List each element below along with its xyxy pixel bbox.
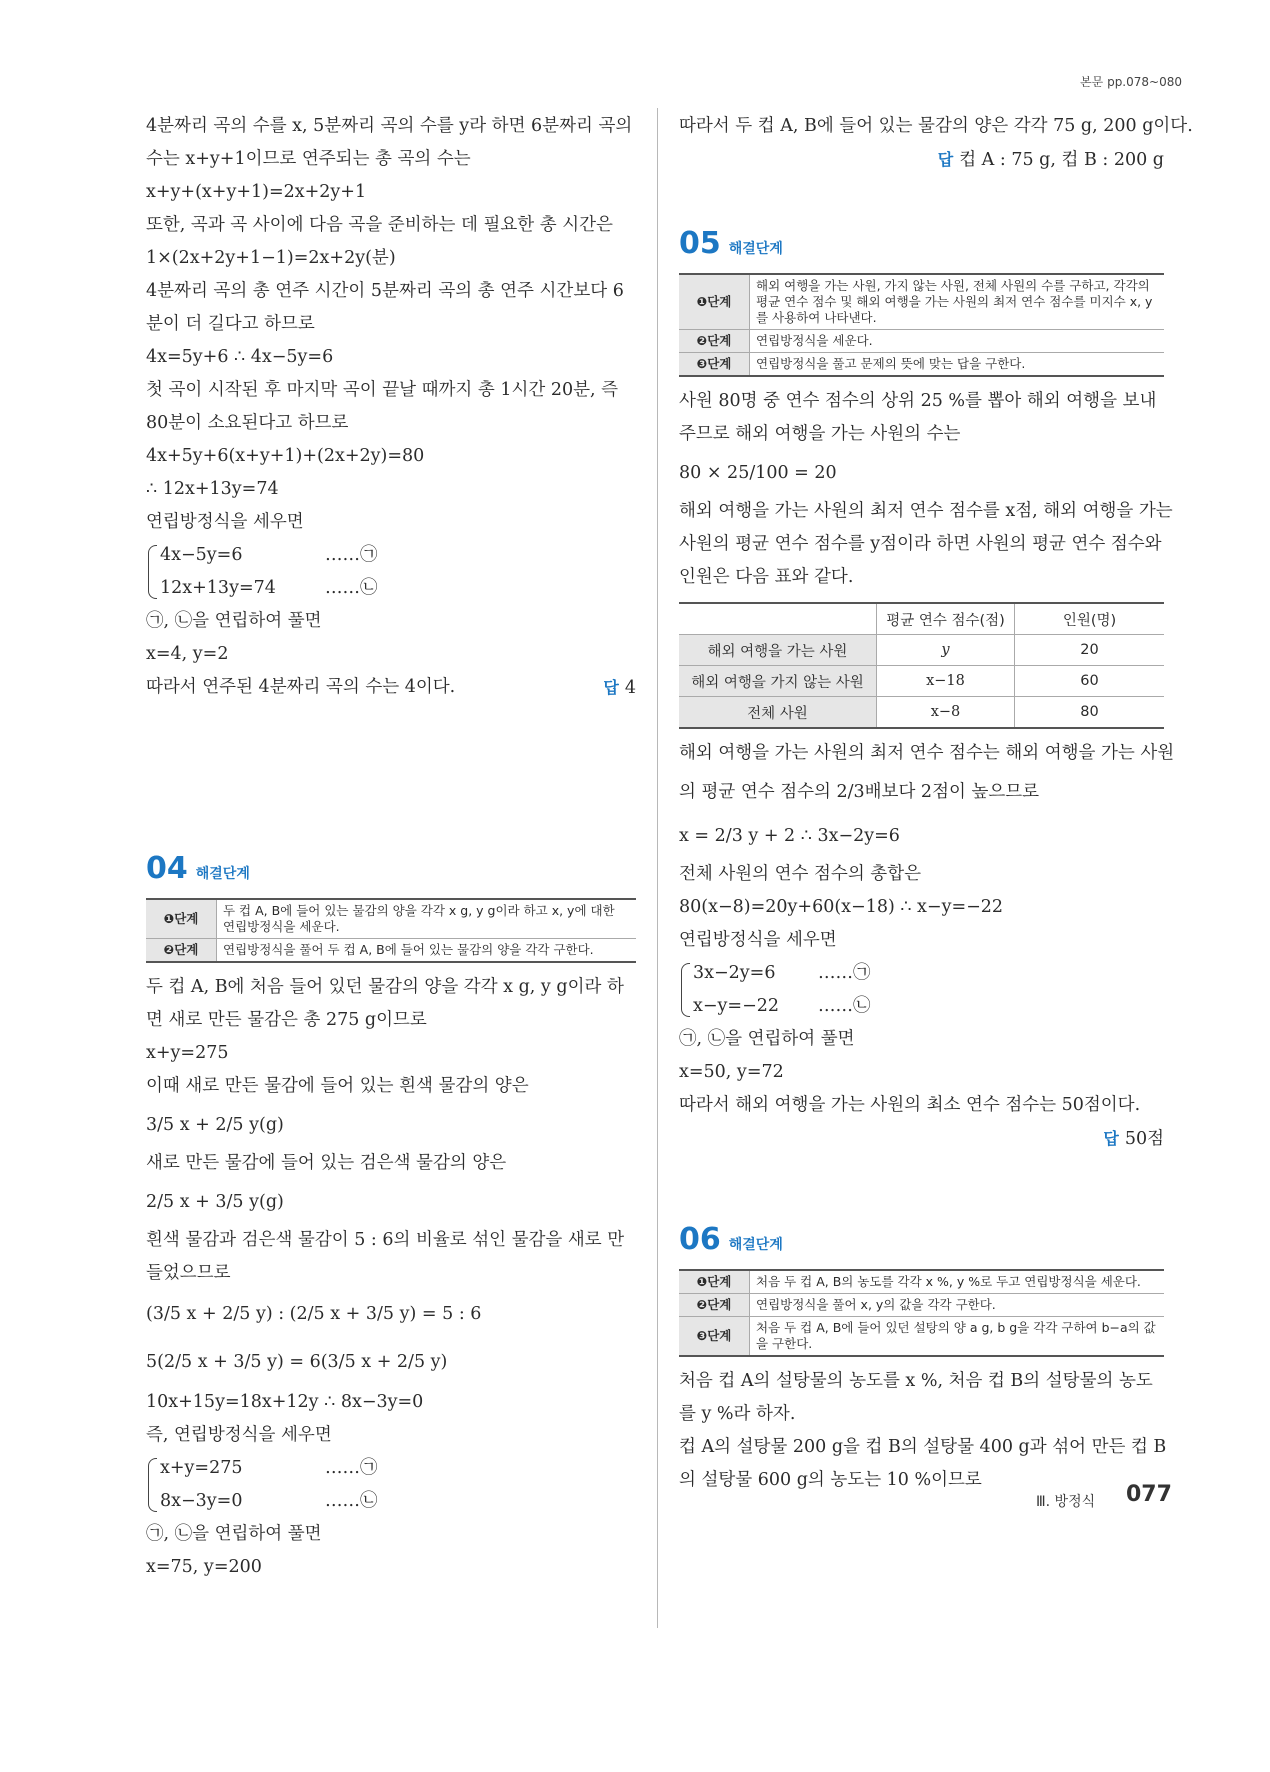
text-line: 4분짜리 곡의 수를 x, 5분짜리 곡의 수를 y라 하면 6분짜리 곡의: [146, 116, 633, 136]
table-cell: 전체 사원: [679, 697, 877, 729]
multiplied-equation: 5(2/5 x + 3/5 y) = 6(3/5 x + 2/5 y): [146, 1352, 448, 1372]
step-row: [679, 353, 1164, 377]
text-line: 사원의 평균 연수 점수를 y점이라 하면 사원의 평균 연수 점수와: [679, 534, 1162, 554]
step-text: 연립방정식을 세운다.: [750, 330, 1165, 353]
text-line: 들었으므로: [146, 1263, 231, 1283]
table-cell: 해외 여행을 가는 사원: [679, 635, 877, 666]
system-equation: 3x−2y=6: [693, 963, 776, 983]
page-number: 077: [1126, 1482, 1172, 1507]
section-number: 05: [679, 226, 721, 261]
table-header-cell: [679, 603, 877, 635]
equation-tag: ……㉡: [325, 1491, 378, 1511]
step-label: ❸단계: [679, 1317, 750, 1357]
answer-value: 컵 A : 75 g, 컵 B : 200 g: [959, 150, 1164, 170]
conclusion-text: 따라서 해외 여행을 가는 사원의 최소 연수 점수는 50점이다.: [679, 1095, 1141, 1115]
text-line: 즉, 연립방정식을 세우면: [146, 1425, 332, 1445]
conclusion-text: 따라서 연주된 4분짜리 곡의 수는 4이다.: [146, 677, 456, 697]
table-cell: x−8: [877, 697, 1015, 729]
text-line: 이때 새로 만든 물감에 들어 있는 흰색 물감의 양은: [146, 1076, 529, 1096]
system-equation: x+y=275: [160, 1458, 243, 1478]
step-row: [146, 939, 636, 963]
ratio-equation: (3/5 x + 2/5 y) : (2/5 x + 3/5 y) = 5 : 6: [146, 1304, 482, 1324]
system-equation: 8x−3y=0: [160, 1491, 243, 1511]
table-row: [679, 666, 1164, 697]
text-line: ㉠, ㉡을 연립하여 풀면: [679, 1029, 855, 1049]
step-label: ❶단계: [679, 1270, 750, 1294]
table-cell: 해외 여행을 가지 않는 사원: [679, 666, 877, 697]
equation-line: 4x+5y+6(x+y+1)+(2x+2y)=80: [146, 446, 425, 466]
table-cell: y: [877, 635, 1015, 666]
solution-steps-table: [146, 898, 636, 963]
table-row: [679, 697, 1164, 729]
equation-line: 4x=5y+6 ∴ 4x−5y=6: [146, 347, 334, 367]
text-line: 면 새로 만든 물감은 총 275 g이므로: [146, 1010, 427, 1030]
answer-line: [679, 1122, 1164, 1155]
score-table: [679, 602, 1164, 729]
step-row: [146, 899, 636, 939]
answer-label: 답: [603, 678, 619, 697]
text-line: 사원 80명 중 연수 점수의 상위 25 %를 뽑아 해외 여행을 보내: [679, 391, 1157, 411]
section-number: 04: [146, 851, 188, 886]
text-line: 처음 컵 A의 설탕물의 농도를 x %, 처음 컵 B의 설탕물의 농도: [679, 1371, 1153, 1391]
text-line: ㉠, ㉡을 연립하여 풀면: [146, 611, 322, 631]
text-line: 의 평균 연수 점수의 2/3배보다 2점이 높으므로: [679, 782, 1040, 802]
equation-tag: ……㉡: [325, 578, 378, 598]
step-text: 연립방정식을 풀고 문제의 뜻에 맞는 답을 구한다.: [756, 356, 1026, 371]
step-text: 처음 두 컵 A, B에 들어 있던 설탕의 양 a g, b g을 각각 구하여 b−a의 값을 구한다.: [756, 1320, 1156, 1351]
equation-line: x=4, y=2: [146, 644, 229, 664]
text-line: 의 설탕물 600 g의 농도는 10 %이므로: [679, 1470, 982, 1490]
text-line: 컵 A의 설탕물 200 g을 컵 B의 설탕물 400 g과 섞어 만든 컵 B: [679, 1437, 1167, 1457]
step-row: [679, 1317, 1164, 1357]
equation-line: x = 2/3 y + 2 ∴ 3x−2y=6: [679, 826, 900, 846]
step-text: 처음 두 컵 A, B의 농도를 각각 x %, y %로 두고 연립방정식을 세운다.: [750, 1270, 1165, 1294]
text-line: 인원은 다음 표와 같다.: [679, 567, 854, 587]
step-label: ❷단계: [679, 330, 750, 353]
text-line: 흰색 물감과 검은색 물감이 5 : 6의 비율로 섞인 물감을 새로 만: [146, 1230, 625, 1250]
equation-line: x=75, y=200: [146, 1557, 262, 1577]
equation-line: x+y=275: [146, 1043, 229, 1063]
answer-value: 50점: [1124, 1129, 1164, 1149]
equation-line: ∴ 12x+13y=74: [146, 479, 279, 499]
solution-steps-table: [679, 273, 1164, 377]
section-title: 해결단계: [195, 866, 250, 882]
text-line: 연립방정식을 세우면: [146, 512, 304, 532]
step-row: [679, 330, 1164, 353]
calculation-line: 80 × 25/100 = 20: [679, 463, 837, 483]
table-cell: x−18: [877, 666, 1015, 697]
left-column: [146, 110, 636, 1584]
equation-system: [679, 957, 1164, 1023]
expression-line: 2/5 x + 3/5 y(g): [146, 1192, 284, 1212]
table-row: [679, 635, 1164, 666]
table-header-row: [679, 603, 1164, 635]
column-divider: [657, 108, 658, 1628]
table-cell: 20: [1015, 635, 1165, 666]
step-text: 해외 여행을 가는 사원, 가지 않는 사원, 전체 사원의 수를 구하고, 각각의 평균 연수 점수 및 해외 여행을 가는 사원의 최저 연수 점수를 미지수 x, y를 사용하여 나타낸다.: [750, 274, 1165, 330]
text-line: 두 컵 A, B에 처음 들어 있던 물감의 양을 각각 x g, y g이라 하: [146, 977, 624, 997]
step-label: ❸단계: [679, 353, 750, 377]
text-line: 새로 만든 물감에 들어 있는 검은색 물감의 양은: [146, 1153, 507, 1173]
equation-tag: ……㉠: [325, 545, 378, 565]
text-line: ㉠, ㉡을 연립하여 풀면: [146, 1524, 322, 1544]
chapter-label: Ⅲ. 방정식: [1036, 1494, 1096, 1510]
step-label: ❶단계: [146, 899, 217, 939]
section-title: 해결단계: [728, 241, 783, 257]
step-label: ❷단계: [679, 1294, 750, 1317]
section-heading-05: [679, 226, 1164, 261]
table-header-cell: 평균 연수 점수(점): [877, 603, 1015, 635]
step-label: ❷단계: [146, 939, 217, 963]
section-heading-06: [679, 1222, 1164, 1257]
section-title: 해결단계: [728, 1237, 783, 1253]
equation-line: x+y+(x+y+1)=2x+2y+1: [146, 182, 367, 202]
table-header-cell: 인원(명): [1015, 603, 1165, 635]
system-equation: 4x−5y=6: [160, 545, 243, 565]
step-row: [679, 1270, 1164, 1294]
answer-label: 답: [1103, 1129, 1119, 1148]
equation-system: [146, 539, 636, 605]
text-line: 80분이 소요된다고 하므로: [146, 413, 349, 433]
step-text: 연립방정식을 풀어 두 컵 A, B에 들어 있는 물감의 양을 각각 구한다.: [223, 942, 594, 957]
equation-system: [146, 1452, 636, 1518]
text-line: 해외 여행을 가는 사원의 최저 연수 점수는 해외 여행을 가는 사원: [679, 743, 1175, 763]
table-cell: 80: [1015, 697, 1165, 729]
text-line: 전체 사원의 연수 점수의 총합은: [679, 864, 922, 884]
page-reference: 본문 pp.078~080: [1080, 75, 1182, 89]
text-line: 를 y %라 하자.: [679, 1404, 796, 1424]
equation-line: x=50, y=72: [679, 1062, 784, 1082]
text-line: 또한, 곡과 곡 사이에 다음 곡을 준비하는 데 필요한 총 시간은: [146, 215, 613, 235]
answer-value: 4: [624, 678, 636, 698]
answer-label: 답: [937, 150, 954, 169]
table-cell: 60: [1015, 666, 1165, 697]
text-line: 첫 곡이 시작된 후 마지막 곡이 끝날 때까지 총 1시간 20분, 즉: [146, 380, 619, 400]
step-row: [679, 274, 1164, 330]
section-number: 06: [679, 1222, 721, 1257]
conclusion-line: [146, 671, 636, 704]
text-line: 분이 더 길다고 하므로: [146, 314, 315, 334]
text-line: 연립방정식을 세우면: [679, 930, 837, 950]
text-line: 해외 여행을 가는 사원의 최저 연수 점수를 x점, 해외 여행을 가는: [679, 501, 1173, 521]
text-line: 수는 x+y+1이므로 연주되는 총 곡의 수는: [146, 149, 471, 169]
conclusion-text: 따라서 두 컵 A, B에 들어 있는 물감의 양은 각각 75 g, 200 g이다.: [679, 116, 1193, 136]
equation-line: 1×(2x+2y+1−1)=2x+2y(분): [146, 248, 396, 268]
equation-line: 80(x−8)=20y+60(x−18) ∴ x−y=−22: [679, 897, 1004, 917]
solution-steps-table: [679, 1269, 1164, 1357]
expression-line: 3/5 x + 2/5 y(g): [146, 1115, 284, 1135]
equation-line: 10x+15y=18x+12y ∴ 8x−3y=0: [146, 1392, 424, 1412]
section-heading-04: [146, 851, 636, 886]
text-line: 주므로 해외 여행을 가는 사원의 수는: [679, 424, 961, 444]
step-row: [679, 1294, 1164, 1317]
text-line: 4분짜리 곡의 총 연주 시간이 5분짜리 곡의 총 연주 시간보다 6: [146, 281, 624, 301]
equation-tag: ……㉡: [818, 996, 871, 1016]
step-label: ❶단계: [679, 274, 750, 330]
answer-line: [679, 143, 1164, 176]
equation-tag: ……㉠: [325, 1458, 378, 1478]
system-equation: x−y=−22: [693, 996, 780, 1016]
step-text: 두 컵 A, B에 들어 있는 물감의 양을 각각 x g, y g이라 하고 x, y에 대한 연립방정식을 세운다.: [217, 899, 637, 939]
system-equation: 12x+13y=74: [160, 578, 276, 598]
equation-tag: ……㉠: [818, 963, 871, 983]
step-text: 연립방정식을 풀어 x, y의 값을 각각 구한다.: [750, 1294, 1165, 1317]
